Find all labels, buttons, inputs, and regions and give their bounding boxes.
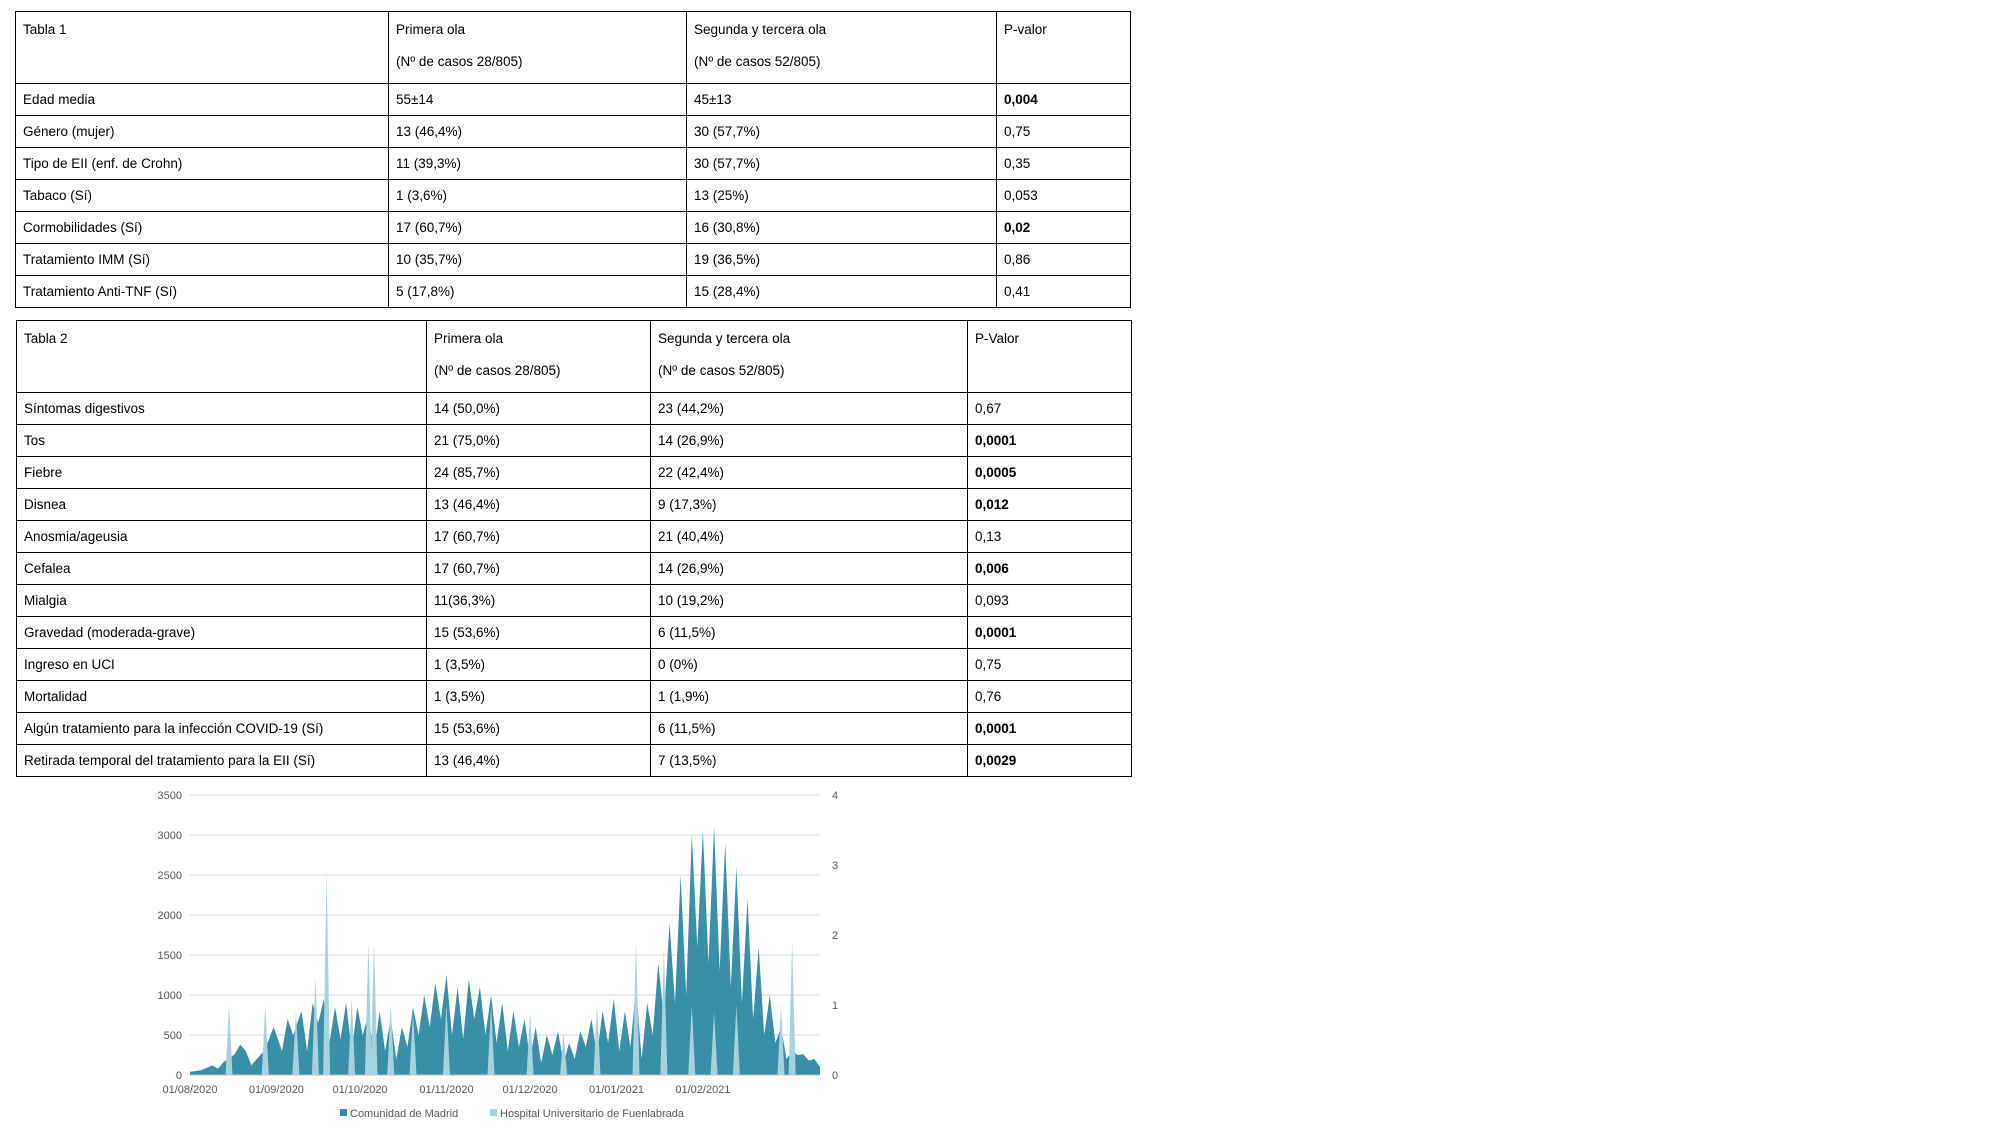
row-segunda-ola-value: 6 (11,5%)	[651, 617, 968, 649]
row-primera-ola-value: 17 (60,7%)	[427, 553, 651, 585]
tabla-1-body	[16, 12, 1131, 308]
row-p-value: 0,006	[968, 553, 1132, 585]
tabla-2-col-p-valor	[968, 321, 1132, 393]
row-primera-ola-value: 13 (46,4%)	[427, 745, 651, 777]
covid-cases-chart-svg	[130, 775, 870, 1125]
row-p-value: 0,053	[997, 180, 1131, 212]
table-row	[17, 393, 1132, 425]
table-row	[16, 84, 1131, 116]
row-primera-ola-value: 24 (85,7%)	[427, 457, 651, 489]
row-segunda-ola-value: 10 (19,2%)	[651, 585, 968, 617]
tabla-2-col-primera-ola	[427, 321, 651, 393]
row-label: Cefalea	[17, 553, 427, 585]
row-primera-ola-value: 1 (3,5%)	[427, 649, 651, 681]
row-primera-ola-value: 10 (35,7%)	[389, 244, 687, 276]
tabla-1	[15, 11, 1131, 308]
row-primera-ola-value: 15 (53,6%)	[427, 713, 651, 745]
y-left-tick-label: 500	[163, 1030, 182, 1042]
x-tick-label: 01/10/2020	[332, 1084, 388, 1096]
tabla-1-col-segunda-ola-label: Segunda y tercera ola	[694, 22, 827, 37]
row-segunda-ola-value: 22 (42,4%)	[651, 457, 968, 489]
table-row	[16, 276, 1131, 308]
row-p-value: 0,67	[968, 393, 1132, 425]
y-right-tick-label: 2	[832, 930, 839, 942]
row-label: Síntomas digestivos	[17, 393, 427, 425]
series-fuenlabrada-spike	[365, 942, 372, 1075]
y-right-tick-label: 4	[832, 790, 839, 802]
row-segunda-ola-value: 14 (26,9%)	[651, 425, 968, 457]
y-left-tick-label: 0	[175, 1070, 182, 1082]
table-row	[17, 649, 1132, 681]
y-left-tick-label: 3000	[157, 830, 182, 842]
series-fuenlabrada-spike	[370, 942, 377, 1075]
row-label: Género (mujer)	[16, 116, 389, 148]
tabla-2-header-row	[17, 321, 1132, 393]
row-p-value: 0,76	[968, 681, 1132, 713]
legend-label-comunidad-de-madrid: Comunidad de Madrid	[350, 1108, 459, 1120]
legend-swatch-comunidad-de-madrid	[340, 1109, 347, 1116]
row-label: Mialgia	[17, 585, 427, 617]
table-row	[16, 180, 1131, 212]
row-label: Algún tratamiento para la infección COVID-19 (Sí)	[17, 713, 427, 745]
y-left-tick-label: 1000	[157, 990, 182, 1002]
table-row	[17, 681, 1132, 713]
table-row	[16, 244, 1131, 276]
row-primera-ola-value: 13 (46,4%)	[427, 489, 651, 521]
row-segunda-ola-value: 21 (40,4%)	[651, 521, 968, 553]
tabla-1-col-primera-ola	[389, 12, 687, 84]
series-fuenlabrada-spike	[789, 942, 796, 1075]
tabla-1-header-row	[16, 12, 1131, 84]
x-tick-label: 01/02/2021	[675, 1084, 731, 1096]
table-row	[17, 585, 1132, 617]
row-label: Tratamiento IMM (Sí)	[16, 244, 389, 276]
legend-label-fuenlabrada: Hospital Universitario de Fuenlabrada	[500, 1108, 685, 1120]
row-primera-ola-value: 13 (46,4%)	[389, 116, 687, 148]
tabla-1-title	[16, 12, 389, 84]
x-tick-label: 01/12/2020	[502, 1084, 558, 1096]
series-fuenlabrada-spike	[262, 1005, 269, 1075]
row-label: Tabaco (Sí)	[16, 180, 389, 212]
row-p-value: 0,012	[968, 489, 1132, 521]
row-p-value: 0,004	[997, 84, 1131, 116]
row-segunda-ola-value: 45±13	[687, 84, 997, 116]
row-segunda-ola-value: 9 (17,3%)	[651, 489, 968, 521]
row-primera-ola-value: 11 (39,3%)	[389, 148, 687, 180]
tabla-1-col-primera-ola-cases: (Nº de casos 28/805)	[396, 54, 523, 69]
y-left-tick-label: 2000	[157, 910, 182, 922]
legend-swatch-fuenlabrada	[490, 1109, 497, 1116]
tabla-2-col-primera-ola-cases: (Nº de casos 28/805)	[434, 363, 561, 378]
tabla-2-col-segunda-ola-label: Segunda y tercera ola	[658, 331, 791, 346]
table-row	[17, 425, 1132, 457]
tabla-1-col-p-valor-label: P-valor	[1004, 22, 1047, 37]
table-row	[17, 489, 1132, 521]
y-left-tick-label: 3500	[157, 790, 182, 802]
x-tick-label: 01/08/2020	[162, 1084, 218, 1096]
tabla-2-title-text: Tabla 2	[24, 331, 68, 346]
row-primera-ola-value: 17 (60,7%)	[427, 521, 651, 553]
row-segunda-ola-value: 13 (25%)	[687, 180, 997, 212]
tabla-2-col-segunda-ola-cases: (Nº de casos 52/805)	[658, 363, 785, 378]
tabla-1-col-segunda-ola	[687, 12, 997, 84]
y-left-tick-label: 2500	[157, 870, 182, 882]
row-label: Disnea	[17, 489, 427, 521]
row-label: Fiebre	[17, 457, 427, 489]
row-label: Retirada temporal del tratamiento para la EII (Sí)	[17, 745, 427, 777]
table-row	[17, 553, 1132, 585]
tabla-2	[16, 320, 1132, 777]
row-segunda-ola-value: 19 (36,5%)	[687, 244, 997, 276]
row-primera-ola-value: 17 (60,7%)	[389, 212, 687, 244]
tabla-1-col-primera-ola-label: Primera ola	[396, 22, 466, 37]
table-row	[17, 617, 1132, 649]
y-right-tick-label: 0	[832, 1070, 839, 1082]
tabla-2-col-segunda-ola	[651, 321, 968, 393]
row-p-value: 0,0001	[968, 425, 1132, 457]
tabla-1-col-segunda-ola-cases: (Nº de casos 52/805)	[694, 54, 821, 69]
row-primera-ola-value: 55±14	[389, 84, 687, 116]
row-label: Gravedad (moderada-grave)	[17, 617, 427, 649]
row-segunda-ola-value: 14 (26,9%)	[651, 553, 968, 585]
table-row	[16, 148, 1131, 180]
row-p-value: 0,0005	[968, 457, 1132, 489]
series-comunidad-de-madrid-area	[190, 827, 820, 1075]
row-p-value: 0,0029	[968, 745, 1132, 777]
y-right-tick-label: 3	[832, 860, 839, 872]
row-primera-ola-value: 11(36,3%)	[427, 585, 651, 617]
row-p-value: 0,86	[997, 244, 1131, 276]
row-p-value: 0,13	[968, 521, 1132, 553]
row-segunda-ola-value: 6 (11,5%)	[651, 713, 968, 745]
row-label: Cormobilidades (Sí)	[16, 212, 389, 244]
covid-cases-chart	[130, 775, 870, 1125]
tabla-2-body	[17, 321, 1132, 777]
row-primera-ola-value: 21 (75,0%)	[427, 425, 651, 457]
row-primera-ola-value: 14 (50,0%)	[427, 393, 651, 425]
row-segunda-ola-value: 1 (1,9%)	[651, 681, 968, 713]
tabla-2-col-primera-ola-label: Primera ola	[434, 331, 504, 346]
row-label: Edad media	[16, 84, 389, 116]
table-row	[17, 713, 1132, 745]
row-p-value: 0,35	[997, 148, 1131, 180]
row-label: Ingreso en UCI	[17, 649, 427, 681]
tabla-1-title-text: Tabla 1	[23, 22, 67, 37]
row-segunda-ola-value: 30 (57,7%)	[687, 116, 997, 148]
row-p-value: 0,093	[968, 585, 1132, 617]
row-label: Mortalidad	[17, 681, 427, 713]
row-label: Anosmia/ageusia	[17, 521, 427, 553]
y-right-tick-label: 1	[832, 1000, 839, 1012]
row-segunda-ola-value: 15 (28,4%)	[687, 276, 997, 308]
row-label: Tipo de EII (enf. de Crohn)	[16, 148, 389, 180]
table-row	[17, 745, 1132, 777]
table-row	[16, 116, 1131, 148]
row-segunda-ola-value: 23 (44,2%)	[651, 393, 968, 425]
row-p-value: 0,41	[997, 276, 1131, 308]
row-segunda-ola-value: 7 (13,5%)	[651, 745, 968, 777]
row-p-value: 0,0001	[968, 713, 1132, 745]
series-fuenlabrada-spike	[323, 872, 330, 1075]
x-tick-label: 01/09/2020	[248, 1084, 304, 1096]
tabla-2-title	[17, 321, 427, 393]
row-segunda-ola-value: 0 (0%)	[651, 649, 968, 681]
x-tick-label: 01/01/2021	[588, 1084, 645, 1096]
row-primera-ola-value: 15 (53,6%)	[427, 617, 651, 649]
tabla-1-col-p-valor	[997, 12, 1131, 84]
row-segunda-ola-value: 16 (30,8%)	[687, 212, 997, 244]
x-tick-label: 01/11/2020	[419, 1084, 474, 1096]
table-row	[16, 212, 1131, 244]
row-primera-ola-value: 1 (3,6%)	[389, 180, 687, 212]
row-primera-ola-value: 5 (17,8%)	[389, 276, 687, 308]
row-p-value: 0,0001	[968, 617, 1132, 649]
row-primera-ola-value: 1 (3,5%)	[427, 681, 651, 713]
row-label: Tratamiento Anti-TNF (Sí)	[16, 276, 389, 308]
table-row	[17, 521, 1132, 553]
y-left-tick-label: 1500	[157, 950, 182, 962]
series-fuenlabrada-spike	[226, 1005, 233, 1075]
row-p-value: 0,75	[997, 116, 1131, 148]
table-row	[17, 457, 1132, 489]
row-p-value: 0,02	[997, 212, 1131, 244]
row-p-value: 0,75	[968, 649, 1132, 681]
row-segunda-ola-value: 30 (57,7%)	[687, 148, 997, 180]
series-fuenlabrada-spike	[633, 942, 640, 1075]
tabla-2-col-p-valor-label: P-Valor	[975, 331, 1020, 346]
row-label: Tos	[17, 425, 427, 457]
